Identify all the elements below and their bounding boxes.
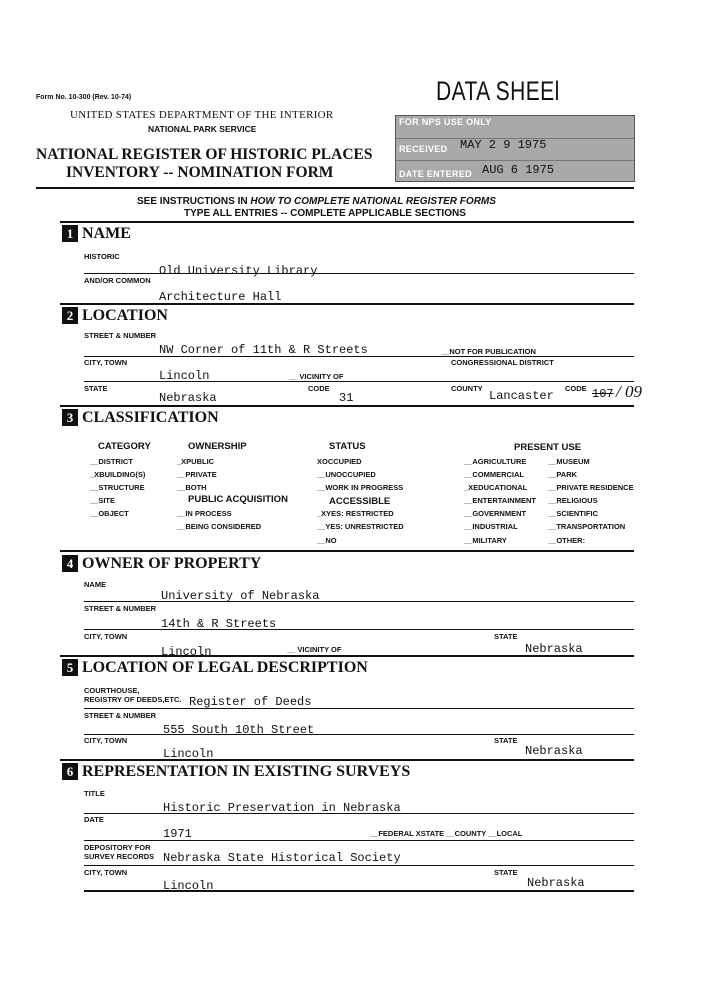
section-number: 2 [62,307,78,324]
common-label: AND/OR COMMON [84,276,151,285]
owner-city: Lincoln [161,645,212,659]
registry-label: REGISTRY OF DEEDS,ETC. [84,695,182,704]
depository-city: Lincoln [163,879,214,893]
service-name: NATIONAL PARK SERVICE [148,124,257,134]
section-title-legal-description: LOCATION OF LEGAL DESCRIPTION [82,659,368,676]
survey-date-label: DATE [84,815,104,824]
registry-name: Register of Deeds [189,695,312,709]
section-title-location: LOCATION [82,307,168,324]
survey-date: 1971 [163,827,192,841]
section-title-owner: OWNER OF PROPERTY [82,555,262,572]
county-code-label: CODE [565,384,587,393]
ownership-both: __BOTH [177,483,207,492]
county-code-handwritten: / 09 [616,382,642,401]
legal-city-label: CITY, TOWN [84,736,128,745]
use-educational: _XEDUCATIONAL [464,483,528,492]
county-label: COUNTY [451,384,483,393]
section-number: 5 [62,659,78,676]
category-object: __OBJECT [90,509,129,518]
legal-state-label: STATE [494,736,518,745]
section-number: 3 [62,409,78,426]
section-title-name: NAME [82,225,131,242]
congressional-district-label: CONGRESSIONAL DISTRICT [451,358,554,367]
survey-title: Historic Preservation in Nebraska [163,801,401,815]
section-number: 4 [62,555,78,572]
use-transportation: __TRANSPORTATION [548,522,626,531]
entered-date: AUG 6 1975 [482,163,555,177]
instructions-line2: TYPE ALL ENTRIES -- COMPLETE APPLICABLE SECTIONS [184,208,466,219]
ownership-private: __PRIVATE [177,470,217,479]
received-label: RECEIVED [399,144,448,154]
code-label: CODE [308,384,330,393]
owner-state-label: STATE [494,632,518,641]
state-label: STATE [84,384,108,393]
section-number: 1 [62,225,78,242]
status-heading: STATUS [329,441,366,452]
accessible-heading: ACCESSIBLE [329,496,391,507]
accessible-no: __NO [317,536,337,545]
use-private-residence: __PRIVATE RESIDENCE [548,483,634,492]
status-occupied: XOCCUPIED [317,457,362,466]
owner-vicinity-label: __ VICINITY OF [287,645,342,654]
department-name: UNITED STATES DEPARTMENT OF THE INTERIOR [70,109,334,121]
use-park: __PARK [548,470,578,479]
courthouse-label: COURTHOUSE, [84,686,140,695]
received-date: MAY 2 9 1975 [460,138,547,152]
use-government: __GOVERNMENT [464,509,527,518]
form-title-line2: INVENTORY -- NOMINATION FORM [66,164,334,181]
use-religious: __RELIGIOUS [548,496,598,505]
owner-street: 14th & R Streets [161,617,277,631]
legal-state: Nebraska [525,744,583,758]
data-sheet-label: DATA SHEEl [436,76,560,106]
acquisition-being-considered: __BEING CONSIDERED [177,522,262,531]
city-town-label: CITY, TOWN [84,358,128,367]
use-other: __OTHER: [548,536,586,545]
owner-name-label: NAME [84,580,107,589]
historic-name: Old University Library [159,264,318,278]
use-entertainment: __ENTERTAINMENT [464,496,536,505]
legal-city: Lincoln [163,747,214,761]
accessible-unrestricted: __YES: UNRESTRICTED [317,522,404,531]
nps-use-only-box [395,115,635,182]
category-structure: __STRUCTURE [90,483,145,492]
status-work-in-progress: __WORK IN PROGRESS [317,483,404,492]
nps-use-label: FOR NPS USE ONLY [399,117,492,127]
location-city: Lincoln [159,369,210,383]
not-for-publication: __NOT FOR PUBLICATION [441,347,536,356]
street-number-label: STREET & NUMBER [84,331,157,340]
use-military: __MILITARY [464,536,507,545]
depository-label-line1: DEPOSITORY FOR [84,843,151,852]
ownership-public: _XPUBLIC [177,457,215,466]
historic-label: HISTORIC [84,252,120,261]
use-commercial: __COMMERCIAL [464,470,525,479]
accessible-restricted: _XYES: RESTRICTED [317,509,394,518]
location-county: Lancaster [489,389,554,403]
instructions-line1: SEE INSTRUCTIONS IN HOW TO COMPLETE NATIONAL REGISTER FORMS [137,196,496,207]
use-industrial: __INDUSTRIAL [464,522,518,531]
category-buildings: _XBUILDING(S) [90,470,146,479]
location-street: NW Corner of 11th & R Streets [159,343,368,357]
use-scientific: __SCIENTIFIC [548,509,599,518]
form-title-line1: NATIONAL REGISTER OF HISTORIC PLACES [36,146,373,163]
status-unoccupied: __UNOCCUPIED [317,470,376,479]
acquisition-in-process: __IN PROCESS [177,509,232,518]
location-state: Nebraska [159,391,217,405]
category-district: __DISTRICT [90,457,133,466]
owner-name: University of Nebraska [161,589,320,603]
category-site: __SITE [90,496,116,505]
legal-street: 555 South 10th Street [163,723,315,737]
use-museum: __MUSEUM [548,457,590,466]
depository-label-line2: SURVEY RECORDS [84,852,155,861]
section-title-surveys: REPRESENTATION IN EXISTING SURVEYS [82,763,411,780]
legal-street-label: STREET & NUMBER [84,711,157,720]
category-heading: CATEGORY [98,441,151,452]
ownership-heading: OWNERSHIP [188,441,247,452]
vicinity-of-label: __ VICINITY OF [289,372,344,381]
owner-city-label: CITY, TOWN [84,632,128,641]
depository-city-label: CITY, TOWN [84,868,128,877]
depository-name: Nebraska State Historical Society [163,851,401,865]
present-use-heading: PRESENT USE [514,442,582,453]
public-acquisition-heading: PUBLIC ACQUISITION [188,494,288,505]
depository-state: Nebraska [527,876,585,890]
depository-state-label: STATE [494,868,518,877]
use-agriculture: __AGRICULTURE [464,457,527,466]
survey-levels: __FEDERAL XSTATE __COUNTY __LOCAL [370,829,523,838]
state-code: 31 [339,391,354,405]
owner-street-label: STREET & NUMBER [84,604,157,613]
date-entered-label: DATE ENTERED [399,169,472,179]
form-number: Form No. 10-300 (Rev. 10-74) [36,94,132,101]
survey-title-label: TITLE [84,789,105,798]
common-name: Architecture Hall [159,290,282,304]
county-code-struck: 107 [592,387,614,401]
section-number: 6 [62,763,78,780]
section-title-classification: CLASSIFICATION [82,409,219,426]
owner-state: Nebraska [525,642,583,656]
